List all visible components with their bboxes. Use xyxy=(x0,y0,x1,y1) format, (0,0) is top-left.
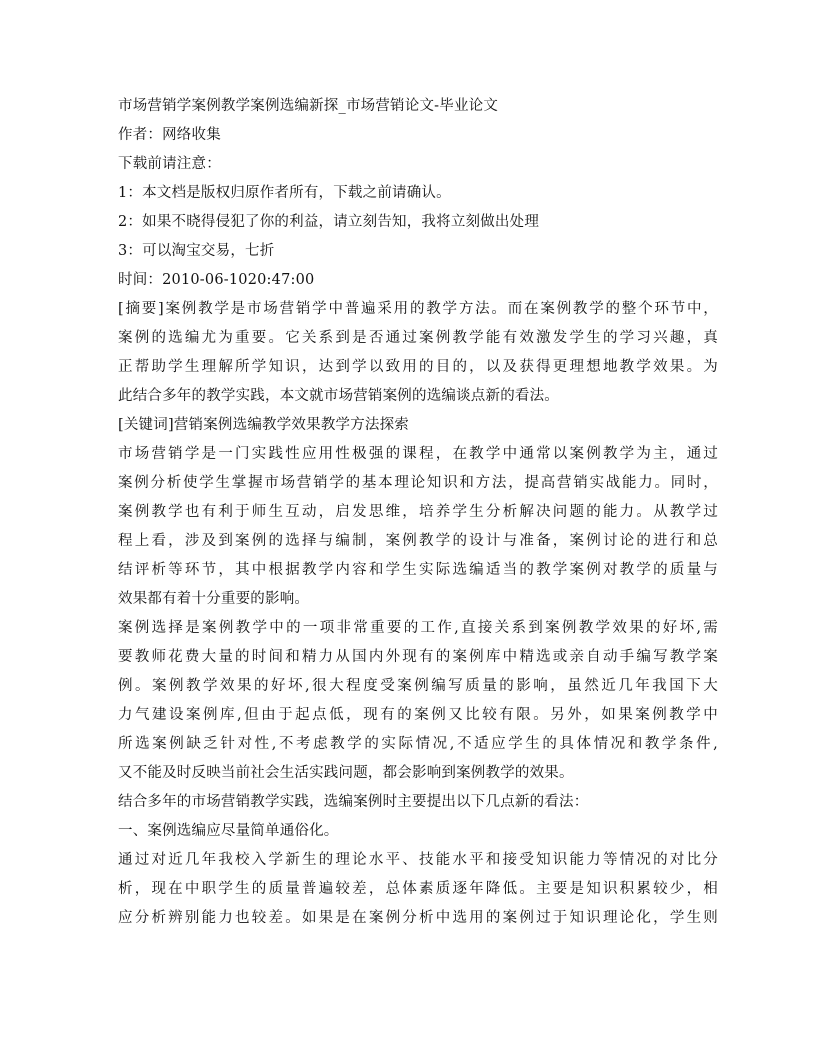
paragraph-line: 力气建设案例库,但由于起点低，现有的案例又比较有限。另外，如果案例教学中 xyxy=(118,707,718,723)
notice-item: 1：本文档是版权归原作者所有，下载之前请确认。 xyxy=(118,185,451,201)
paragraph-line: 程上看，涉及到案例的选择与编制，案例教学的设计与准备，案例讨论的进行和总 xyxy=(118,533,718,549)
abstract-paragraph xyxy=(118,295,718,411)
paragraph-line: 通过对近几年我校入学新生的理论水平、技能水平和接受知识能力等情况的对比分 xyxy=(118,852,718,868)
paragraph-line: 所选案例缺乏针对性,不考虑教学的实际情况,不适应学生的具体情况和教学条件, xyxy=(118,736,718,752)
document-page xyxy=(118,92,718,933)
paragraph-line: 析，现在中职学生的质量普遍较差，总体素质逐年降低。主要是知识积累较少，相 xyxy=(118,881,718,897)
paragraph-line: 又不能及时反映当前社会生活实践问题，都会影响到案例教学的效果。 xyxy=(118,765,574,781)
paragraph-line: 效果都有着十分重要的影响。 xyxy=(118,591,310,607)
author-line: 作者：网络收集 xyxy=(118,127,221,143)
abstract-line: 此结合多年的教学实践，本文就市场营销案例的选编谈点新的看法。 xyxy=(118,388,559,404)
paragraph-line: 要教师花费大量的时间和精力从国内外现有的案例库中精选或亲自动手编写教学案 xyxy=(118,649,718,665)
notice-item: 3：可以淘宝交易，七折 xyxy=(118,243,275,259)
section-heading: 一、案例选编应尽量简单通俗化。 xyxy=(118,823,339,839)
body-paragraph-1 xyxy=(118,440,718,614)
notice-item: 2：如果不晓得侵犯了你的利益，请立刻告知，我将立刻做出处理 xyxy=(118,214,540,230)
paragraph-line: 结评析等环节，其中根据教学内容和学生实际选编适当的教学案例对教学的质量与 xyxy=(118,562,718,578)
time-line: 时间：2010-06-1020:47:00 xyxy=(118,272,315,288)
paragraph-line: 例。案例教学效果的好坏,很大程度受案例编写质量的影响，虽然近几年我国下大 xyxy=(118,678,718,694)
body-paragraph-2 xyxy=(118,614,718,788)
abstract-line: [摘要]案例教学是市场营销学中普遍采用的教学方法。而在案例教学的整个环节中， xyxy=(118,301,718,317)
abstract-line: 案例的选编尤为重要。它关系到是否通过案例教学能有效激发学生的学习兴趣，真 xyxy=(118,330,718,346)
notice-title: 下载前请注意： xyxy=(118,156,221,172)
document-title: 市场营销学案例教学案例选编新探_市场营销论文-毕业论文 xyxy=(118,98,499,114)
abstract-line: 正帮助学生理解所学知识，达到学以致用的目的，以及获得更理想地教学效果。为 xyxy=(118,359,718,375)
keywords-line: [关键词]营销案例选编教学效果教学方法探索 xyxy=(118,417,410,433)
body-paragraph-3 xyxy=(118,846,718,933)
intro-line: 结合多年的市场营销教学实践，选编案例时主要提出以下几点新的看法： xyxy=(118,794,589,810)
paragraph-line: 案例教学也有利于师生互动，启发思维，培养学生分析解决问题的能力。从教学过 xyxy=(118,504,718,520)
paragraph-line: 市场营销学是一门实践性应用性极强的课程，在教学中通常以案例教学为主，通过 xyxy=(118,446,718,462)
paragraph-line: 案例选择是案例教学中的一项非常重要的工作,直接关系到案例教学效果的好坏,需 xyxy=(118,620,718,636)
paragraph-line: 案例分析使学生掌握市场营销学的基本理论知识和方法，提高营销实战能力。同时， xyxy=(118,475,718,491)
paragraph-line: 应分析辨别能力也较差。如果是在案例分析中选用的案例过于知识理论化，学生则 xyxy=(118,910,718,926)
